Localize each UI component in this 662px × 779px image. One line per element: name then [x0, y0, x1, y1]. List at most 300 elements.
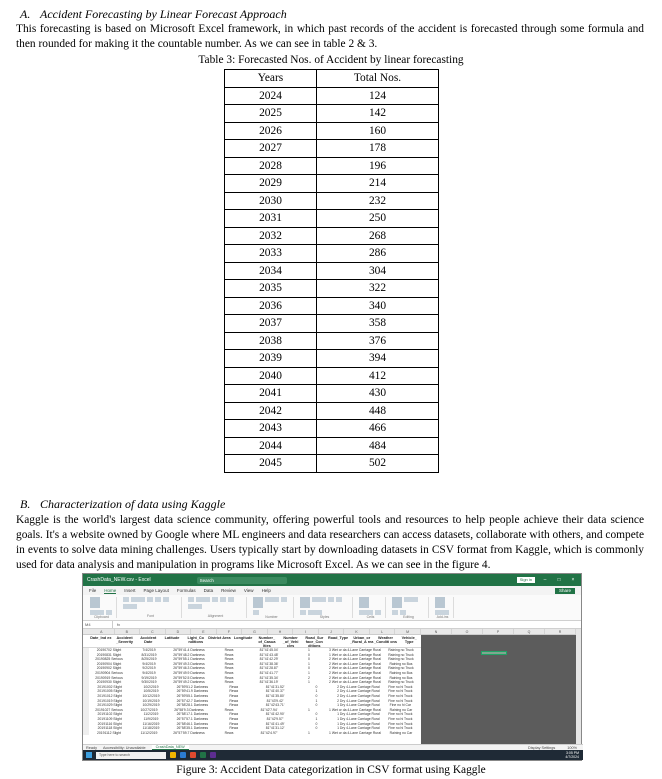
data-cell[interactable]: 20191102 Slight [97, 712, 122, 717]
data-cell[interactable]: 10/27/2019 [140, 707, 158, 712]
sheet-tab[interactable]: CrashData_NEW [152, 745, 189, 750]
section-b-title: Characterization of data using Kaggle [40, 497, 226, 511]
column-letter[interactable]: M [395, 629, 421, 634]
data-row[interactable] [83, 731, 421, 736]
total-cell: 376 [317, 332, 439, 350]
data-cell[interactable]: Raining no Truck [388, 680, 414, 685]
menu-tab-page-layout[interactable]: Page Layout [143, 588, 169, 593]
data-cell[interactable]: 1 [315, 716, 318, 721]
ribbon-button[interactable] [392, 597, 402, 608]
data-cell[interactable]: Rewa [229, 703, 239, 708]
total-cell: 124 [317, 87, 439, 105]
menu-tab-review[interactable]: Review [221, 588, 236, 593]
ribbon-button[interactable] [123, 604, 137, 609]
data-cell[interactable]: 26°59'41.9 Darkness [176, 689, 209, 694]
data-cell[interactable]: Raining no Truck [388, 652, 414, 657]
year-cell: 2024 [225, 87, 317, 105]
data-cell[interactable]: 1 Dry 4-Lane Carriage Rural [337, 726, 380, 731]
data-cell[interactable]: 2 Wet or da 4-Lane Carriage Rural [329, 666, 381, 671]
data-cell[interactable]: 0 [315, 712, 318, 717]
ribbon-button[interactable] [155, 597, 161, 602]
data-cell[interactable]: 1 [315, 698, 318, 703]
status-accessibility[interactable]: Accessibility: Unavailable [102, 745, 146, 750]
data-cell[interactable]: 81°42'9.57' [266, 716, 284, 721]
column-letter[interactable]: J [319, 629, 345, 634]
section-a-paragraph: This forecasting is based on Microsoft Excel framework, in which past records of the accident is forecasted through some formula and then rounded for making it the countable number. As we can see in table 2 & 3. [16, 23, 644, 50]
data-cell[interactable]: 1 Wet or da 4-Lane Carriage Rural [329, 707, 381, 712]
ribbon-group-label: Clipboard [94, 615, 109, 619]
data-header-row [83, 635, 421, 648]
data-cell[interactable]: Rewa [224, 680, 234, 685]
data-cell[interactable]: 9/4/2019 [142, 661, 156, 666]
data-cell[interactable]: 81°42'7.94' [260, 707, 278, 712]
ribbon-group-number [250, 597, 294, 618]
year-cell: 2036 [225, 297, 317, 315]
data-cell[interactable]: 1 [308, 670, 310, 675]
header-years: Years [225, 70, 317, 88]
windows-taskbar [83, 750, 583, 760]
data-cell[interactable]: Raining no Bus [389, 675, 413, 680]
data-cell[interactable]: 3 Wet or da 4-Lane Carriage Rural [329, 648, 381, 652]
data-cell[interactable]: Rewa [229, 726, 239, 731]
menu-tab-file[interactable]: File [89, 588, 97, 593]
data-cell[interactable]: 2 Wet or da 4-Lane Carriage Rural [329, 675, 381, 680]
data-cell[interactable]: Raining no Truck [388, 657, 414, 662]
excel-grid[interactable] [83, 629, 421, 746]
data-cell[interactable]: 20190702 Slight [96, 648, 122, 652]
data-cell[interactable]: 9/30/2019 [141, 680, 157, 685]
share-button[interactable]: Share [555, 588, 575, 594]
data-cell[interactable]: 81°41'36.19' [259, 680, 279, 685]
data-cell[interactable]: 20191002 Slight [97, 684, 122, 689]
data-cell[interactable]: 0 [315, 684, 318, 689]
data-header-cell[interactable]: Weather _Conditi ons [373, 636, 397, 644]
data-cell[interactable]: Fine no hi Truck [388, 712, 413, 717]
excel-ribbon [83, 595, 581, 621]
excel-taskbar-icon[interactable] [200, 752, 206, 758]
data-cell[interactable]: 26°59'52.5 Darkness [173, 675, 205, 680]
minimize-icon[interactable]: – [543, 577, 547, 583]
data-cell[interactable]: Rewa [229, 698, 239, 703]
grey-column-header-bar [421, 629, 576, 635]
data-header-cell[interactable]: District Area [208, 636, 231, 640]
ribbon-button[interactable] [212, 597, 218, 602]
excel-menu-bar [83, 586, 581, 595]
column-letter[interactable]: L [370, 629, 396, 634]
table-row [225, 210, 439, 228]
data-cell[interactable]: 1 Dry 4-Lane Carriage Rural [337, 721, 380, 726]
column-letter[interactable]: G [242, 629, 268, 634]
menu-tab-formulas[interactable]: Formulas [176, 588, 196, 593]
clock-date: 4/7/2024 [565, 755, 579, 759]
data-cell[interactable]: 81°41'28.87' [259, 666, 279, 671]
data-cell[interactable]: 26°59'55.1 Darkness [173, 657, 205, 662]
ribbon-group-font [120, 597, 182, 618]
ribbon-group-label: Number [265, 615, 278, 619]
ribbon-group-clipboard [87, 597, 117, 618]
fx-icon[interactable]: fx [117, 622, 121, 627]
data-cell[interactable]: 11/16/2019 [142, 721, 160, 726]
column-letter[interactable]: H [268, 629, 294, 634]
data-cell[interactable]: 2 Dry 4-Lane Carriage Rural [337, 689, 380, 694]
data-cell[interactable]: Rewa [224, 707, 234, 712]
ribbon-button[interactable] [435, 597, 445, 608]
data-cell[interactable]: 1 [315, 689, 318, 694]
ribbon-button[interactable] [404, 597, 418, 602]
data-cell[interactable]: 20190902 Slight [96, 666, 122, 671]
data-cell[interactable]: Fine no hi Truck [388, 693, 413, 698]
table-row [225, 87, 439, 105]
column-letter[interactable]: I [293, 629, 319, 634]
column-letter[interactable]: E [191, 629, 217, 634]
data-cell[interactable]: 0 [315, 721, 318, 726]
year-cell: 2033 [225, 245, 317, 263]
data-cell[interactable]: 26°59'51.2 Darkness [176, 684, 209, 689]
data-cell[interactable]: 2 [308, 675, 310, 680]
data-cell[interactable]: Rewa [224, 675, 234, 680]
data-cell[interactable]: 8/25/2019 [141, 657, 157, 662]
selected-cell[interactable] [481, 651, 507, 655]
data-cell[interactable]: 81°41'41.49' [265, 721, 285, 726]
data-cell[interactable]: 1 [308, 680, 310, 685]
ribbon-group-label: Styles [319, 615, 330, 619]
data-cell[interactable]: 1 [308, 730, 310, 735]
maximize-icon[interactable]: □ [557, 577, 561, 583]
menu-tab-help[interactable]: Help [261, 588, 271, 593]
data-cell[interactable]: 26°57'42.7 Darkness [176, 698, 209, 703]
section-a-heading [20, 7, 287, 22]
data-header-cell[interactable]: Number_ of_Casua lties [258, 636, 276, 648]
ribbon-group-label: Editing [403, 615, 414, 619]
data-header-cell[interactable]: Number _of_Vehi cles [282, 636, 299, 648]
taskbar-search[interactable]: Type here to search [96, 752, 166, 759]
data-cell[interactable]: 2 Wet or da 4-Lane Carriage Rural [329, 680, 381, 685]
column-letter[interactable]: C [140, 629, 166, 634]
data-cell[interactable]: 81°41'42.90' [265, 712, 285, 717]
data-cell[interactable]: Rewa [229, 684, 239, 689]
year-cell: 2029 [225, 175, 317, 193]
data-cell[interactable]: 10/12/2019 [142, 693, 160, 698]
table-row [225, 122, 439, 140]
menu-tab-data[interactable]: Data [203, 588, 214, 593]
total-cell: 358 [317, 315, 439, 333]
data-cell[interactable]: 81°41'41.77' [259, 670, 279, 675]
display-settings[interactable]: Display Settings [528, 745, 556, 750]
data-cell[interactable]: 20190904 Serious [95, 670, 123, 675]
data-cell[interactable]: 11/9/2019 [143, 716, 159, 721]
data-cell[interactable]: 81°41'42.29' [259, 657, 279, 662]
data-cell[interactable]: 0 [315, 703, 318, 708]
column-letter[interactable]: B [115, 629, 141, 634]
data-cell[interactable]: 0 [308, 652, 310, 657]
data-cell[interactable]: 26°58'17.1 Darkness [176, 712, 209, 717]
data-cell[interactable]: 26°59'41.4 Darkness [173, 648, 205, 652]
data-cell[interactable]: 20190825 Serious [95, 657, 123, 662]
table-row [225, 420, 439, 438]
data-header-cell[interactable]: Date_Ind ex [90, 636, 112, 640]
data-cell[interactable]: 1 Wet or da 4-Lane Carriage Rural [329, 652, 381, 657]
year-cell: 2035 [225, 280, 317, 298]
data-cell[interactable]: 10/19/2019 [142, 698, 160, 703]
ribbon-button[interactable] [188, 604, 202, 609]
excel-file-name: CrashData_NEW.csv - Excel [87, 577, 151, 583]
ribbon-button[interactable] [90, 597, 100, 608]
data-cell[interactable]: Rewa [224, 670, 234, 675]
table-row [225, 192, 439, 210]
menu-tab-home[interactable]: Home [104, 587, 117, 593]
data-cell[interactable]: 1 Wet or da 4-Lane Carriage Rural [329, 730, 381, 735]
ribbon-button[interactable] [312, 597, 326, 602]
data-cell[interactable]: 0 [308, 666, 310, 671]
table-row [225, 105, 439, 123]
data-cell[interactable]: 20191019 Slight [97, 698, 122, 703]
data-cell[interactable]: Raining no Bus [389, 661, 413, 666]
data-cell[interactable]: Fine no hi Truck [388, 726, 413, 731]
data-cell[interactable]: 1 [308, 661, 310, 666]
table-row [225, 297, 439, 315]
year-cell: 2043 [225, 420, 317, 438]
data-cell[interactable]: 2 Wet or da 4-Lane Carriage Rural [329, 657, 381, 662]
data-cell[interactable]: 81°42'43.71' [265, 703, 285, 708]
data-cell[interactable]: Fine no hi Truck [388, 716, 413, 721]
ribbon-group-editing [389, 597, 429, 618]
data-cell[interactable]: 26°58'28.1 Darkness [176, 703, 209, 708]
data-cell[interactable]: 7/4/2019 [142, 648, 156, 652]
app-taskbar-icon[interactable] [210, 752, 216, 758]
data-cell[interactable]: 11/2/2019 [143, 712, 159, 717]
ribbon-button[interactable] [265, 597, 279, 602]
ribbon-button[interactable] [131, 597, 145, 602]
ribbon-button[interactable] [253, 597, 263, 608]
total-cell: 160 [317, 122, 439, 140]
data-cell[interactable]: Fine no hi Car [389, 703, 411, 708]
data-cell[interactable]: 26°59'49.9 Darkness [173, 670, 205, 675]
year-cell: 2045 [225, 455, 317, 473]
data-cell[interactable]: 11/18/2019 [142, 726, 160, 731]
column-letter[interactable]: N [421, 629, 452, 634]
data-cell[interactable]: Rewa [229, 721, 239, 726]
data-header-cell[interactable]: Vehicle_ Type [401, 636, 417, 644]
data-header-cell[interactable]: Urban_or _Rural_A rea [350, 636, 374, 644]
column-letter[interactable]: Q [514, 629, 545, 634]
sign-in-button[interactable]: Sign in [517, 577, 535, 583]
data-cell[interactable]: 81°42'4.97' [260, 730, 278, 735]
data-cell[interactable]: 20191029 Slight [97, 703, 122, 708]
menu-tab-view[interactable]: View [243, 588, 254, 593]
data-cell[interactable]: 81°41'35.80' [265, 693, 285, 698]
close-icon[interactable]: × [571, 577, 575, 583]
data-cell[interactable]: 20191027 Serious [95, 707, 123, 712]
column-letter[interactable]: P [483, 629, 514, 634]
data-cell[interactable]: 10/2/2019 [143, 684, 159, 689]
data-cell[interactable]: 9/19/2019 [141, 675, 157, 680]
data-cell[interactable]: 2 Wet or da 4-Lane Carriage Rural [329, 661, 381, 666]
data-cell[interactable]: 2 Dry 4-Lane Carriage Rural [337, 693, 380, 698]
data-cell[interactable]: Rewa [229, 693, 239, 698]
data-cell[interactable]: 26°57'57.1 Darkness [176, 716, 209, 721]
data-cell[interactable]: 81°41'43.48' [259, 652, 279, 657]
data-cell[interactable]: 20191112 Slight [96, 730, 121, 735]
column-letter[interactable]: O [452, 629, 483, 634]
data-cell[interactable]: 26°59'46.3 Darkness [173, 666, 205, 671]
year-cell: 2039 [225, 350, 317, 368]
data-cell[interactable]: 81°41'31.12' [265, 726, 285, 731]
data-cell[interactable]: 0 [315, 726, 318, 731]
data-header-cell[interactable]: Latitude [164, 636, 180, 640]
data-cell[interactable]: Fine no hi Truck [388, 721, 413, 726]
data-cell[interactable]: 81°41'40.37' [265, 689, 285, 694]
data-header-cell[interactable]: Road_Type [327, 636, 349, 640]
data-cell[interactable]: 1 [308, 648, 310, 652]
ribbon-button[interactable] [163, 597, 169, 602]
column-letter[interactable]: A [89, 629, 115, 634]
data-cell[interactable]: Rewa [224, 666, 234, 671]
data-cell[interactable]: 11/12/2019 [140, 730, 158, 735]
total-cell: 466 [317, 420, 439, 438]
ribbon-button[interactable] [359, 597, 369, 608]
data-cell[interactable]: Rewa [224, 652, 234, 657]
data-cell[interactable]: Fine no hi Truck [388, 698, 413, 703]
data-cell[interactable]: 9/2/2019 [142, 666, 156, 671]
column-letter[interactable]: F [217, 629, 243, 634]
section-b-heading [20, 497, 225, 512]
data-cell[interactable]: 81°41'35.34' [259, 675, 279, 680]
ribbon-button[interactable] [300, 597, 310, 608]
data-cell[interactable]: Fine no hi Truck [388, 689, 413, 694]
ribbon-button[interactable] [281, 597, 287, 602]
data-cell[interactable]: 20191012 Slight [97, 693, 122, 698]
data-cell[interactable]: Rewa [229, 689, 239, 694]
data-cell[interactable]: 1 [308, 707, 310, 712]
year-cell: 2030 [225, 192, 317, 210]
data-cell[interactable]: 10/5/2019 [143, 689, 159, 694]
data-cell[interactable]: Rewa [224, 657, 234, 662]
ribbon-button[interactable] [336, 597, 342, 602]
data-header-cell[interactable]: Accident _Severity [116, 636, 134, 644]
excel-search-box[interactable]: Search [197, 577, 287, 584]
vertical-scrollbar[interactable] [576, 629, 581, 746]
data-cell[interactable]: Raining no Truck [388, 666, 414, 671]
windows-start-icon[interactable] [86, 752, 92, 758]
data-cell[interactable]: 26°58'46.1 Darkness [176, 721, 209, 726]
data-cell[interactable]: Raining no Car [389, 730, 413, 735]
data-cell[interactable]: Rewa [224, 730, 234, 735]
year-cell: 2042 [225, 402, 317, 420]
total-cell: 214 [317, 175, 439, 193]
data-header-cell[interactable]: Accident Date [140, 636, 157, 644]
data-cell[interactable]: 20191116 Slight [97, 721, 122, 726]
data-cell[interactable]: 20191005 Slight [97, 689, 122, 694]
data-cell[interactable]: 2 Wet or da 4-Lane Carriage Rural [329, 670, 381, 675]
table-row [225, 262, 439, 280]
ribbon-button[interactable] [147, 597, 153, 602]
menu-tab-insert[interactable]: Insert [124, 588, 136, 593]
data-cell[interactable]: 26°59'49.2 Darkness [173, 680, 205, 685]
column-letter[interactable]: R [545, 629, 576, 634]
year-cell: 2034 [225, 262, 317, 280]
data-cell[interactable]: 0 [308, 657, 310, 662]
data-cell[interactable]: Raining no Bus [389, 670, 413, 675]
data-cell[interactable]: 2 Dry 4-Lane Carriage Rural [337, 698, 380, 703]
data-header-cell[interactable]: Longitude [233, 636, 253, 640]
zoom-level[interactable]: 100% [567, 745, 577, 750]
ribbon-button[interactable] [220, 597, 226, 602]
data-cell[interactable]: 0 [315, 693, 318, 698]
data-cell[interactable]: 20190904 Slight [96, 661, 122, 666]
table-caption: Table 3: Forecasted Nos. of Accident by linear forecasting [198, 54, 464, 66]
data-cell[interactable]: 1 Dry 4-Lane Carriage Rural [337, 703, 380, 708]
ribbon-button[interactable] [328, 597, 334, 602]
data-cell[interactable]: 81°41'31.52' [265, 684, 285, 689]
row-number[interactable] [83, 731, 89, 736]
total-cell: 412 [317, 367, 439, 385]
table-row [225, 437, 439, 455]
formula-bar [83, 621, 581, 629]
data-cell[interactable]: 81°41'45.04' [259, 648, 279, 652]
ribbon-button[interactable] [196, 597, 210, 602]
data-cell[interactable]: Raining no Car [389, 707, 413, 712]
data-cell[interactable]: 26°59'55.1 Darkness [176, 693, 209, 698]
chrome-icon[interactable] [190, 752, 196, 758]
data-cell[interactable]: 26°57'59.7 Darkness [173, 730, 205, 735]
data-cell[interactable]: 9/4/2019 [142, 670, 156, 675]
data-header-cell[interactable]: Road_Sur face_Con ditions [305, 636, 324, 648]
year-cell: 2041 [225, 385, 317, 403]
data-cell[interactable]: 81°43'9.42' [266, 698, 284, 703]
data-cell[interactable]: 20191118 Slight [97, 726, 122, 731]
data-cell[interactable]: 26°59'48.2 Darkness [173, 652, 205, 657]
data-cell[interactable]: Fine no hi Truck [388, 684, 413, 689]
data-cell[interactable]: 10/29/2019 [142, 703, 160, 708]
ribbon-button[interactable] [123, 597, 129, 602]
column-letter[interactable]: K [344, 629, 370, 634]
excel-empty-area [421, 629, 576, 746]
year-cell: 2037 [225, 315, 317, 333]
total-cell: 286 [317, 245, 439, 263]
data-cell[interactable]: 26°58'9.3 Darkness [174, 707, 204, 712]
data-cell[interactable]: 20191109 Slight [97, 716, 122, 721]
data-cell[interactable]: 2 Dry 4-Lane Carriage Rural [337, 684, 380, 689]
total-cell: 484 [317, 437, 439, 455]
data-cell[interactable]: 8/31/2019 [141, 652, 157, 657]
name-box[interactable]: M4 [83, 621, 113, 628]
column-letter[interactable]: D [166, 629, 192, 634]
data-cell[interactable]: Rewa [229, 716, 239, 721]
data-cell[interactable]: 20190919 Serious [95, 675, 123, 680]
data-cell[interactable]: 26°58'35.1 Darkness [176, 726, 209, 731]
data-cell[interactable]: Raining no Truck [388, 648, 414, 652]
data-cell[interactable]: 26°59'49.3 Darkness [173, 661, 205, 666]
data-cell[interactable]: Rewa [224, 648, 234, 652]
data-cell[interactable]: Rewa [229, 712, 239, 717]
status-ready: Ready [86, 745, 97, 750]
data-cell[interactable]: Rewa [224, 661, 234, 666]
data-cell[interactable]: 1 Dry 4-Lane Carriage Rural [337, 712, 380, 717]
data-header-cell[interactable]: Light_Co nditions [187, 636, 204, 644]
data-cell[interactable]: 81°41'38.36' [259, 661, 279, 666]
edge-icon[interactable] [180, 752, 186, 758]
section-a-letter: A. [20, 7, 31, 21]
taskbar-clock [565, 751, 579, 759]
ribbon-button[interactable] [188, 597, 194, 602]
ribbon-button[interactable] [228, 597, 234, 602]
data-cell[interactable]: 1 Dry 4-Lane Carriage Rural [337, 716, 380, 721]
year-cell: 2040 [225, 367, 317, 385]
data-cell[interactable]: 20190930 Slight [96, 680, 122, 685]
data-cell[interactable]: 20190831 Slight [96, 652, 122, 657]
file-explorer-icon[interactable] [170, 752, 176, 758]
year-cell: 2027 [225, 140, 317, 158]
